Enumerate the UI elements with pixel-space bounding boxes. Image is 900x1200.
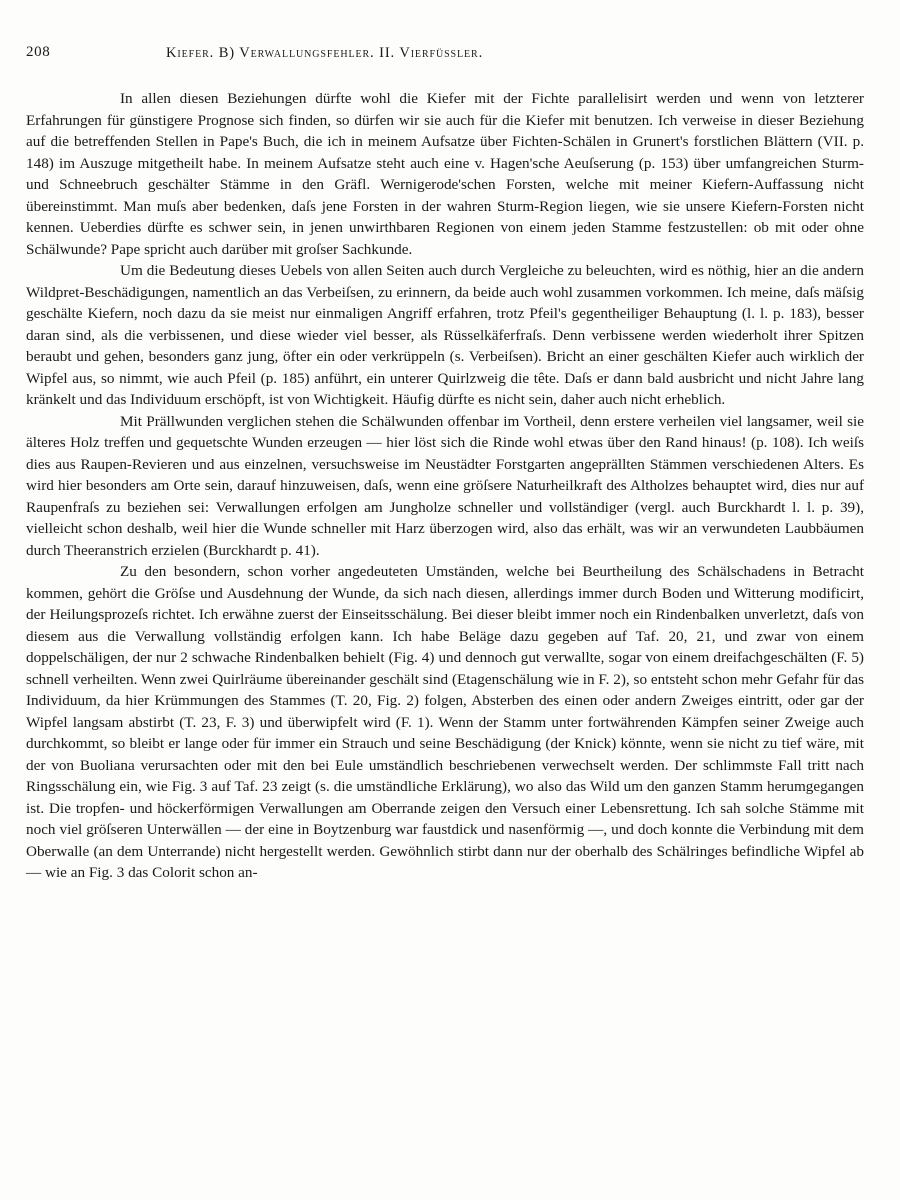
body-text <box>26 88 864 884</box>
paragraph-1: In allen diesen Beziehungen dürfte wohl die Kiefer mit der Fichte parallelisirt werden und wenn von letzterer Erfahrungen für günstigere Prognose sich finden, so dürfen wir sie auch für die Kiefer mit benutzen. Ich verweise in dieser Beziehung auf die betreffenden Stellen in Pape's Buch, die ich in meinem Aufsatze über Fichten-Schälen in Grunert's forstlichen Blättern (VII. p. 148) im Auszuge mitgetheilt habe. In meinem Aufsatze steht auch eine v. Hagen'sche Aeuſserung (p. 153) über umfangreichen Sturm- und Schneebruch geschälter Stämme in den Gräfl. Wernigerode'schen Forsten, welche mit meiner Kiefern-Auffassung nicht übereinstimmt. Man muſs aber bedenken, daſs jene Forsten in der wahren Sturm-Region liegen, wie sie unsere Kiefern-Forsten nicht kennen. Ueberdies dürfte es schwer sein, in jenen unwirthbaren Regionen von einem jeden Stamme festzustellen: ob mit oder ohne Schälwunde? Pape spricht auch darüber mit groſser Sachkunde. <box>26 90 864 258</box>
running-head: Kiefer. B) Verwallungsfehler. II. Vierfüssler. <box>166 45 484 61</box>
paragraph-3: Mit Prällwunden verglichen stehen die Schälwunden offenbar im Vortheil, denn erstere verheilen viel langsamer, weil sie älteres Holz treffen und gequetschte Wunden erzeugen — hier löst sich die Rinde wohl etwas über den Rand hinaus! (p. 108). Ich weiſs dies aus Raupen-Revieren und aus einzelnen, versuchsweise im Neustädter Forstgarten angeprällten Stämmen verschiedenen Alters. Es wird hier besonders am Orte sein, darauf hinzuweisen, daſs, wenn eine gröſsere Naturheilkraft des Altholzes behauptet wird, dies nur auf Raupenfraſs zu beziehen sei: Verwallungen erfolgen am Jungholze schneller und vollständiger (vergl. auch Burckhardt l. l. p. 39), vielleicht schon deshalb, weil hier die Wunde schneller mit Harz überzogen wird, also das erhält, was wir an verwundeten Laubbäumen durch Theeranstrich erzielen (Burckhardt p. 41). <box>26 412 864 559</box>
paragraph-4: Zu den besondern, schon vorher angedeuteten Umständen, welche bei Beurtheilung des Schälschadens in Betracht kommen, gehört die Gröſse und Ausdehnung der Wunde, da sich nach diesen, allerdings immer durch Boden und Witterung modificirt, der Heilungsprozeſs richtet. Ich erwähne zuerst der Einseitsschälung. Bei dieser bleibt immer noch ein Rindenbalken unverletzt, daſs von diesem aus die Verwallung vollständig erfolgen kann. Ich habe Beläge dazu gegeben auf Taf. 20, 21, und zwar von einem doppelschäligen, der nur 2 schwache Rindenbalken behielt (Fig. 4) und dennoch gut verwallte, sogar von einem dreifachgeschälten (F. 5) schnell verheilten. Wenn zwei Quirlräume übereinander geschält sind (Etagenschälung wie in F. 2), so entsteht schon mehr Gefahr für das Individuum, da hier Krümmungen des Stammes (T. 20, Fig. 2) folgen, Absterben des einen oder andern Zweiges eintritt, oder gar der Wipfel langsam abstirbt (T. 23, F. 3) und überwipfelt wird (F. 1). Wenn der Stamm unter fortwährenden Kämpfen seiner Zweige auch durchkommt, so bleibt er lange oder für immer ein Strauch und seine Beschädigung (der Knick) könnte, wenn sie nicht zu tief wäre, mit der von Buoliana verursachten oder mit den bei Eule umständlich beschriebenen verwechselt werden. Der schlimmste Fall tritt nach Ringsschälung ein, wie Fig. 3 auf Taf. 23 zeigt (s. die umständliche Erklärung), wo also das Wild um den ganzen Stamm herumgegangen ist. Die tropfen- und höckerförmigen Verwallungen am Oberrande zeigen den Versuch einer Lebensrettung. Ich sah solche Stämme mit noch viel gröſseren Unterwällen — der eine in Boytzenburg war faustdick und nasenförmig —, und doch konnte die Verbindung mit dem Oberwalle (an dem Unterrande) nicht hergestellt werden. Gewöhnlich stirbt dann nur der oberhalb des Schälringes befindliche Wipfel ab — wie an Fig. 3 das Colorit schon an- <box>26 563 864 881</box>
page-header <box>26 44 878 68</box>
page-number: 208 <box>26 44 51 60</box>
paragraph-2: Um die Bedeutung dieses Uebels von allen Seiten auch durch Vergleiche zu beleuchten, wird es nöthig, hier an die andern Wildpret-Beschädigungen, namentlich an das Verbeiſsen, zu erinnern, da beide auch wohl zusammen vorkommen. Ich meine, daſs mäſsig geschälte Kiefern, noch dazu da sie meist nur einmaligen Angriff erfahren, trotz Pfeil's gegentheiliger Behauptung (l. l. p. 183), besser daran sind, als die verbissenen, und diese wieder viel besser, als Rüsselkäferfraſs. Denn verbissene werden wiederholt ihrer Spitzen beraubt und gehen, besonders ganz jung, öfter ein oder verkrüppeln (s. Verbeiſsen). Bricht an einer geschälten Kiefer auch wirklich der Wipfel aus, so nimmt, wie auch Pfeil (p. 185) anführt, ein unterer Quirlzweig die tête. Daſs er dann bald ausbricht und nicht Jahre lang kränkelt und das Individuum erschöpft, ist von Wichtigkeit. Häufig dürfte es nicht sein, daher auch nicht erheblich. <box>26 262 864 408</box>
